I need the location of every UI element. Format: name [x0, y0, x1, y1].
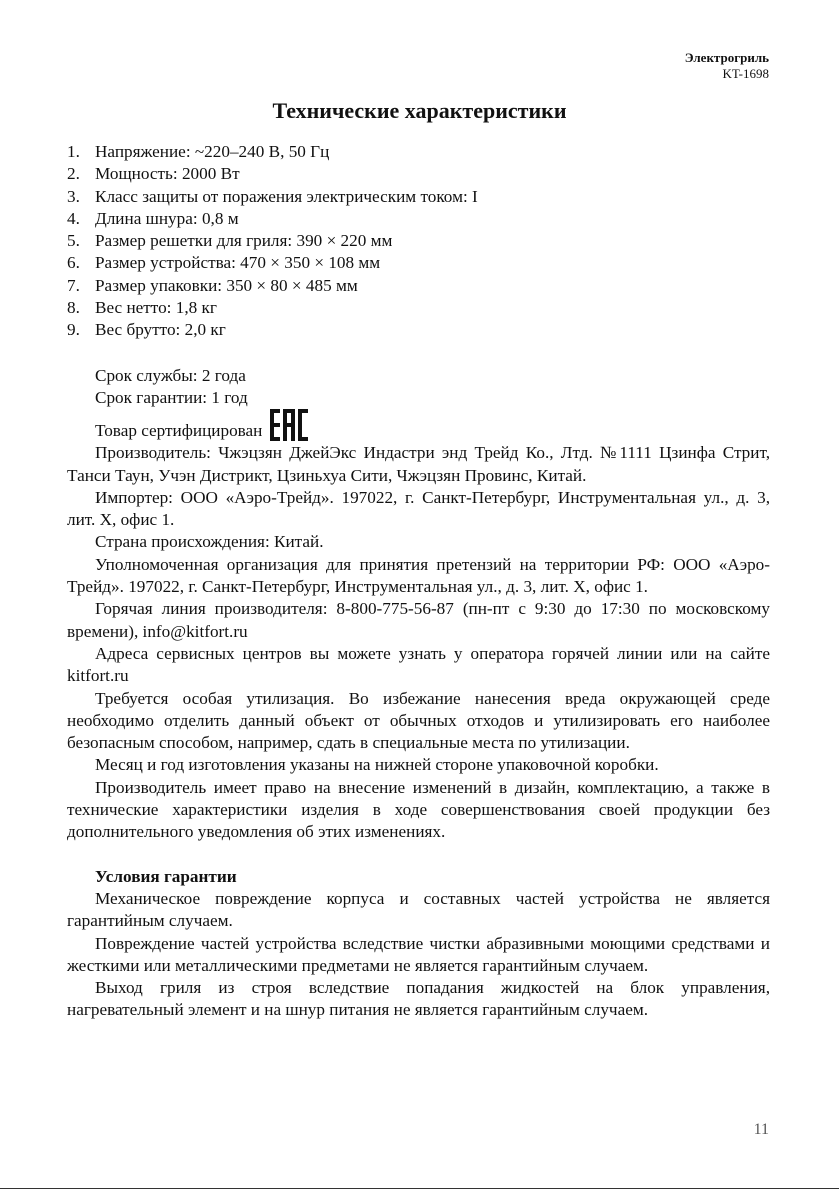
list-item: 7. Размер упаковки: 350 × 80 × 485 мм: [67, 275, 358, 295]
warranty-period: Срок гарантии: 1 год: [95, 387, 248, 407]
eac-logo-icon: [270, 409, 308, 441]
list-item: 2. Мощность: 2000 Вт: [67, 164, 240, 184]
manufacturer-info: Производитель: Чжэцзян ДжейЭкс Индастри энд Трейд Ко., Лтд. №1111 Цзинфа Стрит, Танси Таун, Учэн Дистрикт, Цзиньхуа Сити, Чжэцзян Провинс, Китай.: [67, 443, 770, 485]
list-item: 4. Длина шнура: 0,8 м: [67, 208, 239, 228]
list-item: 8. Вес нетто: 1,8 кг: [67, 298, 217, 318]
page-header: [685, 50, 769, 82]
service-centers-info: Адреса сервисных центров вы можете узнать у оператора горячей линии или на сайте kitfort.ru: [67, 643, 770, 686]
main-content: [67, 141, 770, 1022]
list-item: 3. Класс защиты от поражения электрическим током: I: [67, 186, 478, 206]
list-item: 1. Напряжение: ~220–240 В, 50 Гц: [67, 142, 330, 161]
importer-info: Импортер: ООО «Аэро-Трейд». 197022, г. Санкт-Петербург, Инструментальная ул., д. 3, лит. Х, офис 1.: [67, 487, 770, 530]
warranty-paragraph: Механическое повреждение корпуса и составных частей устройства не является гарантийным случаем.: [67, 888, 770, 931]
page-title: Технические характеристики: [272, 98, 567, 123]
warranty-paragraph: Повреждение частей устройства вследствие чистки абразивными моющими средствами и жесткими или металлическими предметами не является гарантийным случаем.: [67, 933, 770, 975]
authorized-organization: Уполномоченная организация для принятия претензий на территории РФ: ООО «Аэро-Трейд». 197022, г. Санкт-Петербург, Инструментальная ул., д. 3, лит. Х, офис 1.: [67, 554, 770, 597]
product-name: Электрогриль: [684, 50, 769, 65]
hotline-info: Горячая линия производителя: 8-800-775-56-87 (пн-пт с 9:30 до 17:30 по московскому времени), info@kitfort.ru: [67, 599, 770, 641]
product-meta: [67, 365, 770, 844]
service-life: Срок службы: 2 года: [95, 365, 246, 385]
list-item: 9. Вес брутто: 2,0 кг: [67, 320, 226, 340]
warranty-heading: Условия гарантии: [95, 866, 237, 886]
list-item: 6. Размер устройства: 470 × 350 × 108 мм: [67, 253, 381, 273]
model-number: KT-1698: [722, 66, 769, 81]
changes-notice: Производитель имеет право на внесение изменений в дизайн, комплектацию, а также в технические характеристики изделия в ходе совершенствования своей продукции без дополнительного уведомления об этих изменениях.: [67, 777, 770, 842]
country-of-origin: Страна происхождения: Китай.: [95, 532, 324, 552]
manufacture-date-info: Месяц и год изготовления указаны на нижней стороне упаковочной коробки.: [95, 755, 659, 775]
certification: [67, 409, 770, 442]
bottom-divider: [0, 1188, 839, 1189]
page-number: 11: [753, 1121, 769, 1138]
warranty-paragraph: Выход гриля из строя вследствие попадания жидкостей на блок управления, нагревательный элемент и на шнур питания не является гарантийным случаем.: [67, 978, 770, 1020]
certified-label: Товар сертифицирован: [95, 420, 263, 440]
spec-list: [67, 141, 770, 342]
list-item: 5. Размер решетки для гриля: 390 × 220 мм: [67, 231, 393, 251]
disposal-info: Требуется особая утилизация. Во избежание нанесения вреда окружающей среде необходимо отделить данный объект от обычных отходов и утилизировать его наиболее безопасным способом, например, сдать в специальные места по утилизации.: [67, 688, 770, 753]
